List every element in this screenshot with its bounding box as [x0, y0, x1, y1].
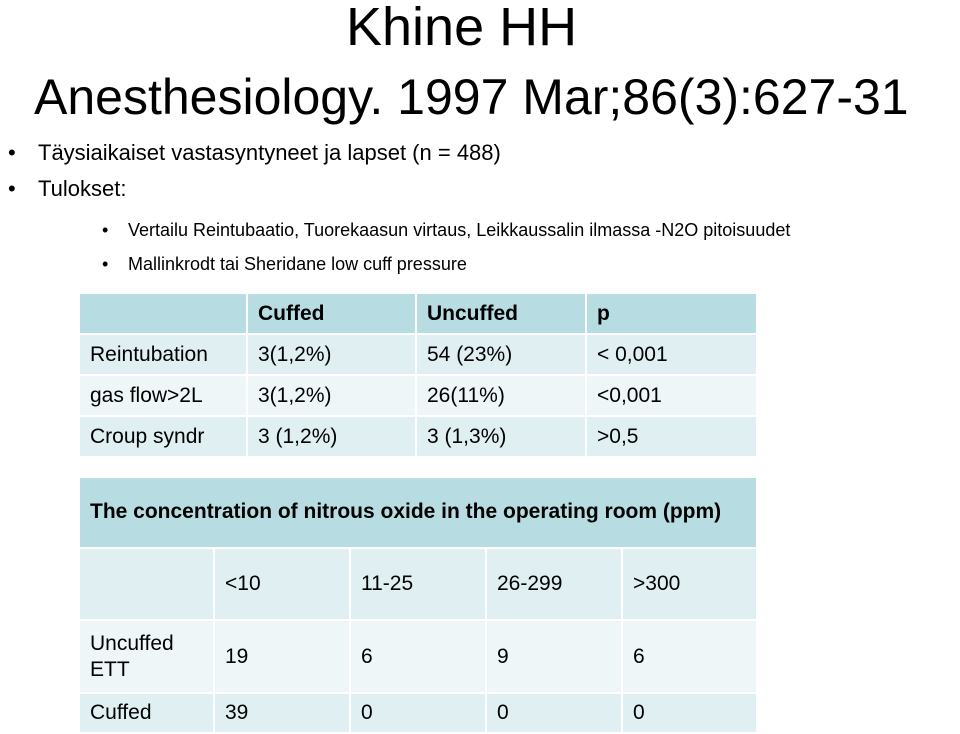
- table-row: [79, 693, 757, 733]
- sub-bullet-comparison: • Vertailu Reintubaatio, Tuorekaasun virtaus, Leikkaussalin ilmassa -N2O pitoisuudet: [128, 221, 790, 239]
- header-cell-gt300: >300: [622, 548, 757, 620]
- table-cell: 3(1,2%): [247, 334, 416, 375]
- results-table: [78, 292, 758, 458]
- header-cell-lt10: <10: [214, 548, 350, 620]
- table-cell: 6: [350, 620, 486, 693]
- bullet-results: • Tulokset:: [38, 178, 126, 200]
- slide-title-journal: Anesthesiology. 1997 Mar;86(3):627-31: [34, 69, 909, 125]
- header-cell-blank: [79, 548, 214, 620]
- table-row: [79, 620, 757, 693]
- table-row: [79, 375, 757, 416]
- table-cell: 6: [622, 620, 757, 693]
- table-header-row: [79, 548, 757, 620]
- table-cell: 3(1,2%): [247, 375, 416, 416]
- slide-title-author: Khine HH: [346, 0, 578, 57]
- table-cell: 39: [214, 693, 350, 733]
- header-cell-26-299: 26-299: [486, 548, 622, 620]
- table-cell: 54 (23%): [416, 334, 586, 375]
- row-label: Cuffed: [79, 693, 214, 733]
- header-cell-11-25: 11-25: [350, 548, 486, 620]
- table-cell: <0,001: [586, 375, 757, 416]
- row-label: Uncuffed ETT: [79, 620, 214, 693]
- header-cell-p: p: [586, 293, 757, 334]
- bullet-participants: • Täysiaikaiset vastasyntyneet ja lapset (n = 488): [38, 142, 501, 164]
- table-header-row: [79, 293, 757, 334]
- table-row: [79, 334, 757, 375]
- nitrous-oxide-table: [78, 476, 758, 734]
- header-cell-blank: [79, 293, 247, 334]
- table-row: [79, 416, 757, 457]
- table-cell: < 0,001: [586, 334, 757, 375]
- row-label: gas flow>2L: [79, 375, 247, 416]
- row-label: Reintubation: [79, 334, 247, 375]
- table-cell: 0: [486, 693, 622, 733]
- table-cell: 0: [350, 693, 486, 733]
- sub-bullet-tube-type: • Mallinkrodt tai Sheridane low cuff pressure: [128, 255, 467, 273]
- table-cell: 3 (1,2%): [247, 416, 416, 457]
- row-label: Croup syndr: [79, 416, 247, 457]
- table-title-row: [79, 477, 757, 548]
- table-cell: 0: [622, 693, 757, 733]
- header-cell-uncuffed: Uncuffed: [416, 293, 586, 334]
- table-cell: 26(11%): [416, 375, 586, 416]
- header-cell-cuffed: Cuffed: [247, 293, 416, 334]
- table-cell: 9: [486, 620, 622, 693]
- table-cell: >0,5: [586, 416, 757, 457]
- nitrous-oxide-table-title: The concentration of nitrous oxide in the operating room (ppm): [79, 477, 757, 548]
- table-cell: 19: [214, 620, 350, 693]
- table-cell: 3 (1,3%): [416, 416, 586, 457]
